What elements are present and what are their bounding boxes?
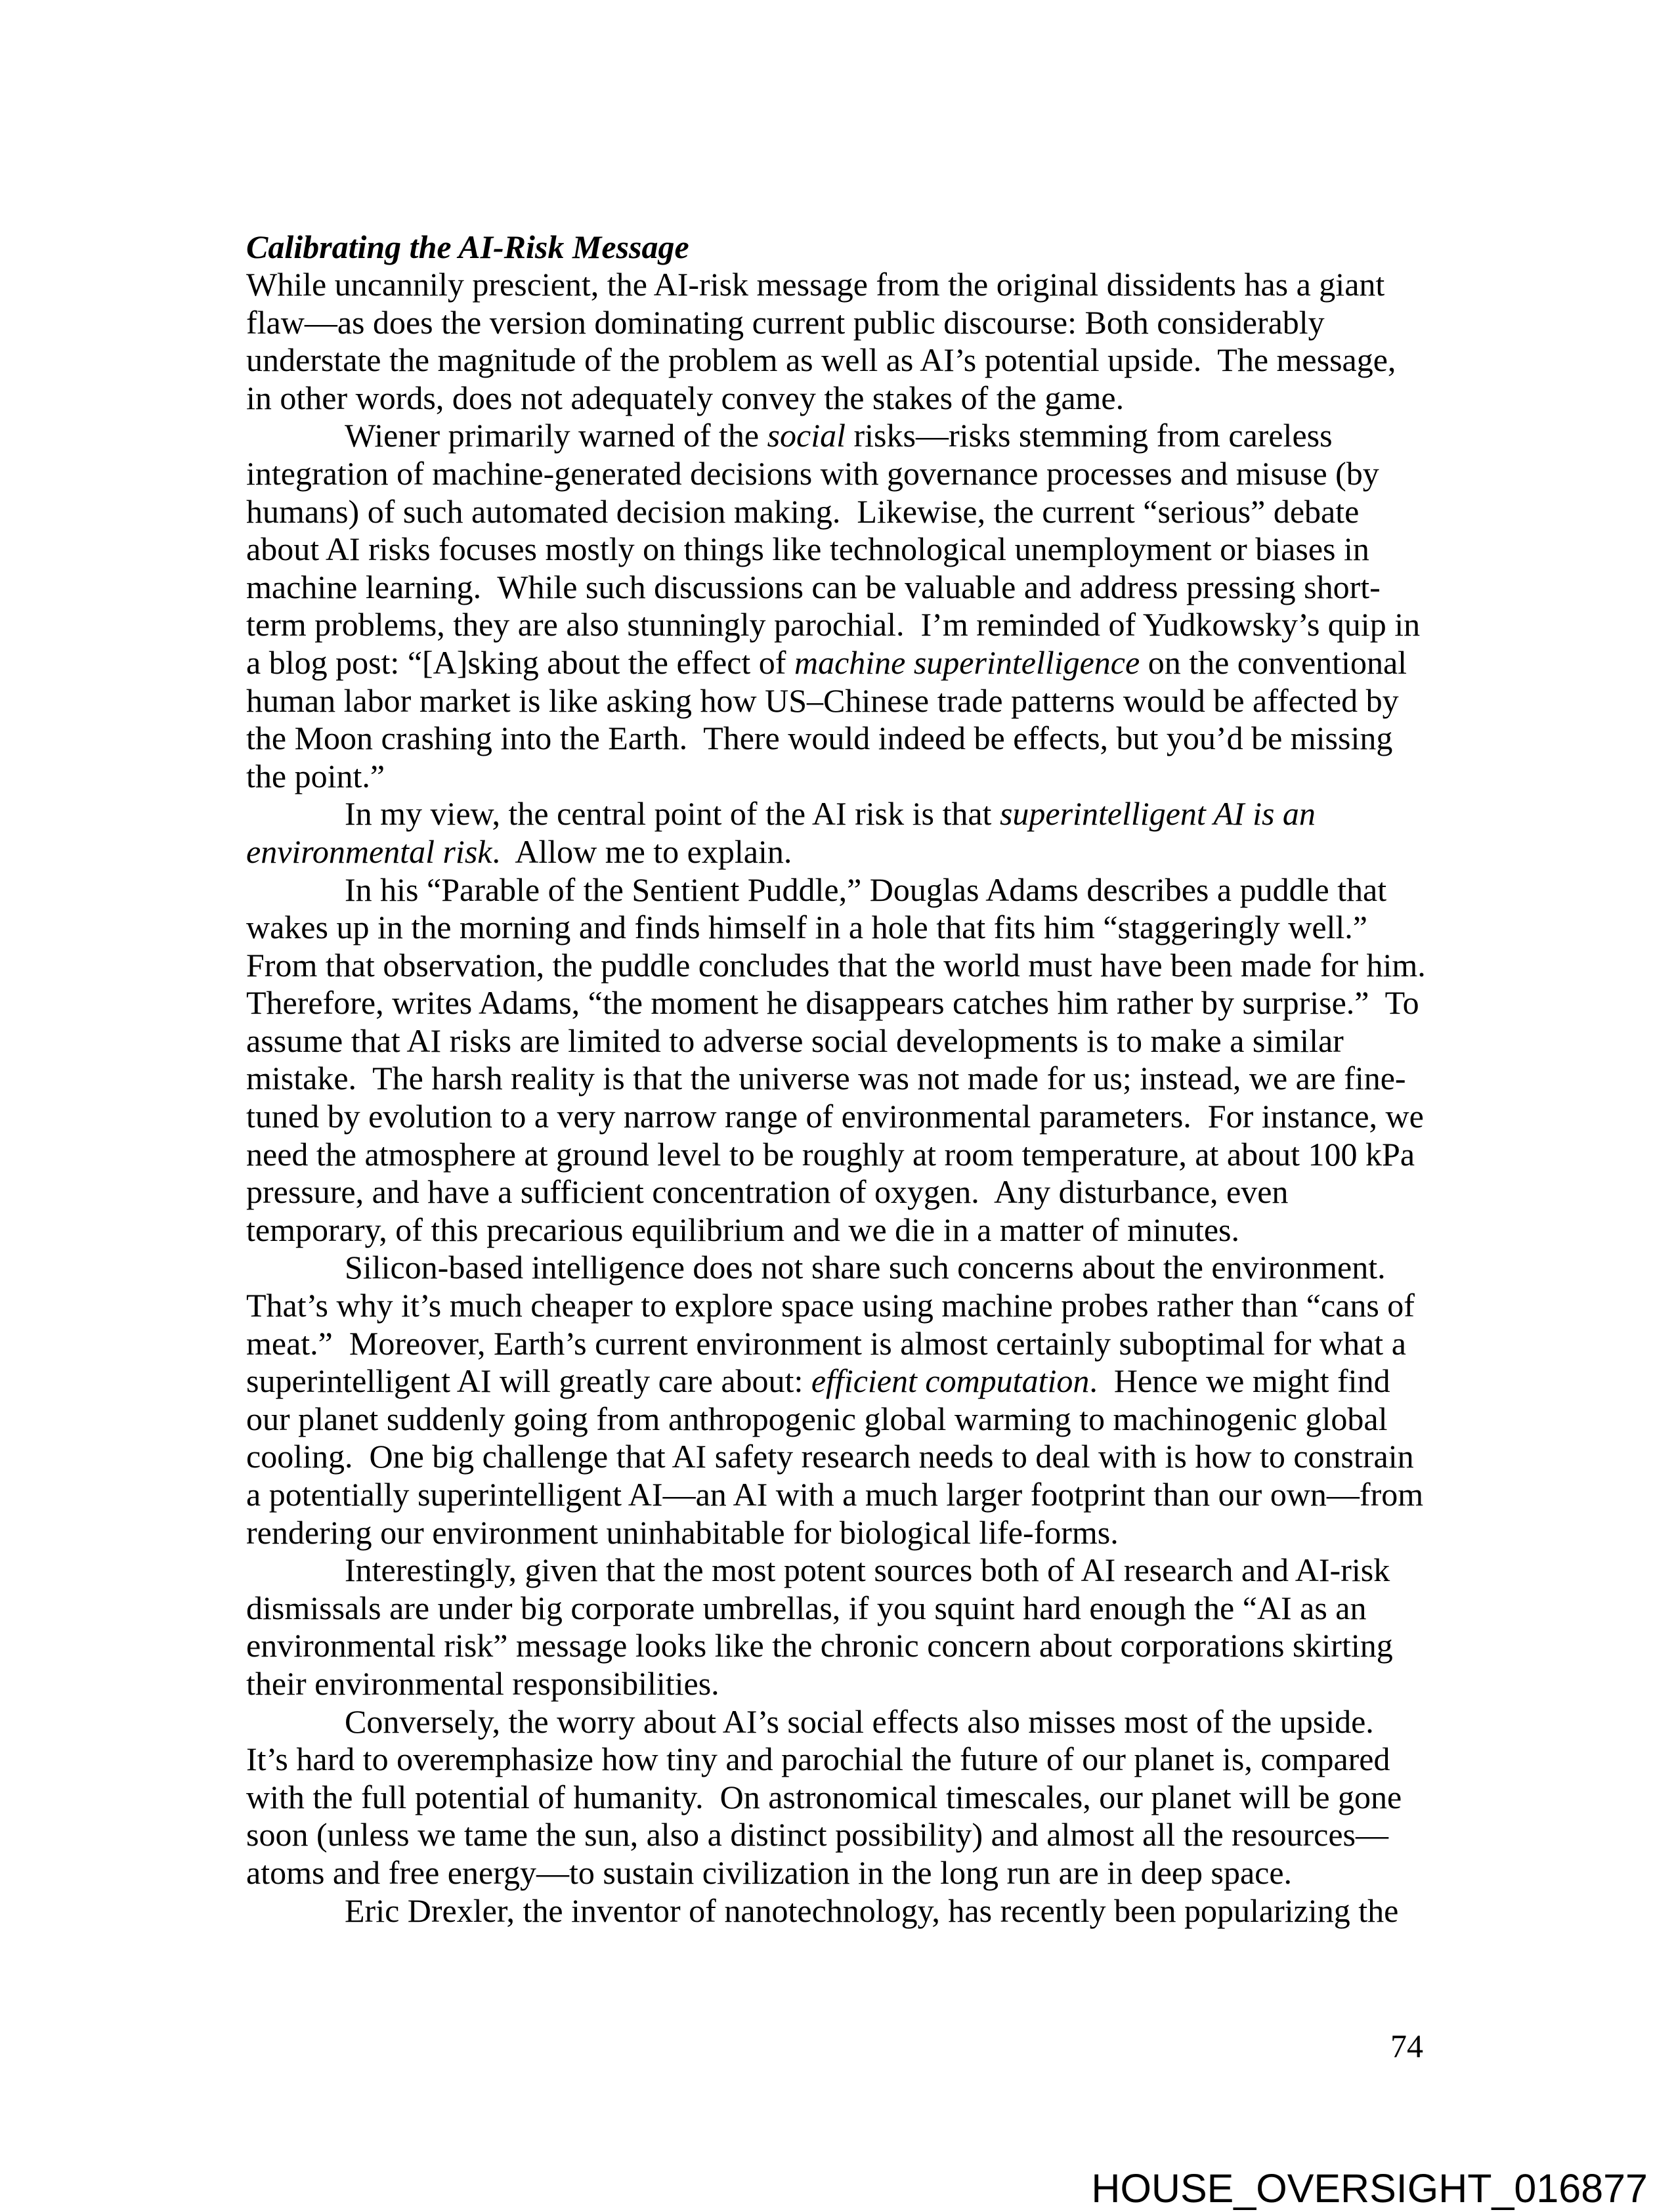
text-segment: the point.” <box>246 757 385 794</box>
text-line <box>246 1854 1467 1892</box>
text-segment: In my view, the central point of the AI risk is that <box>345 795 1000 833</box>
text-segment: Eric Drexler, the inventor of nanotechnology, has recently been popularizing the <box>345 1892 1399 1929</box>
text-line <box>246 1400 1467 1439</box>
text-line <box>246 531 1467 569</box>
text-line <box>246 606 1467 644</box>
text-segment: From that observation, the puddle concludes that the world must have been made for him. <box>246 946 1426 984</box>
text-line <box>246 455 1467 493</box>
text-line <box>246 947 1467 985</box>
text-segment: Silicon-based intelligence does not share such concerns about the environment. <box>345 1249 1386 1286</box>
text-segment: with the full potential of humanity. On astronomical timescales, our planet will be gone <box>246 1778 1402 1815</box>
text-line <box>246 984 1467 1022</box>
body-text <box>246 266 1467 1930</box>
page-number: 74 <box>1390 2028 1423 2064</box>
text-line <box>246 1892 1467 1930</box>
italic-text-segment: superintelligent AI is an <box>999 795 1316 833</box>
text-segment: While uncannily prescient, the AI-risk message from the original dissidents has a giant <box>246 266 1385 303</box>
text-line <box>246 1325 1467 1363</box>
text-line <box>246 1703 1467 1741</box>
text-segment: pressure, and have a sufficient concentration of oxygen. Any disturbance, even <box>246 1173 1289 1211</box>
text-line <box>246 341 1467 380</box>
italic-text-segment: machine superintelligence <box>794 643 1140 681</box>
text-segment: That’s why it’s much cheaper to explore space using machine probes rather than “cans of <box>246 1287 1415 1324</box>
text-line <box>246 833 1467 871</box>
text-segment: a potentially superintelligent AI—an AI with a much larger footprint than our own—from <box>246 1476 1424 1513</box>
text-line <box>246 1098 1467 1136</box>
text-line <box>246 1211 1467 1249</box>
text-line <box>246 1438 1467 1476</box>
text-segment: human labor market is like asking how US–Chinese trade patterns would be affected by <box>246 682 1399 719</box>
italic-text-segment: efficient computation <box>811 1362 1090 1400</box>
text-line <box>246 1816 1467 1854</box>
text-line <box>246 1779 1467 1817</box>
text-line <box>246 644 1467 682</box>
text-segment: a blog post: “[A]sking about the effect of <box>246 643 794 681</box>
text-line <box>246 1173 1467 1211</box>
text-segment: rendering our environment uninhabitable for biological life-forms. <box>246 1513 1119 1551</box>
bates-stamp: HOUSE_OVERSIGHT_016877 <box>1091 2166 1648 2211</box>
italic-text-segment: social <box>767 417 846 454</box>
text-segment: Therefore, writes Adams, “the moment he disappears catches him rather by surprise.” To <box>246 984 1419 1022</box>
text-line <box>246 1551 1467 1590</box>
text-line <box>246 1627 1467 1665</box>
text-segment: mistake. The harsh reality is that the universe was not made for us; instead, we are fine- <box>246 1060 1406 1097</box>
text-segment: meat.” Moreover, Earth’s current environment is almost certainly suboptimal for what a <box>246 1324 1406 1362</box>
text-segment: In his “Parable of the Sentient Puddle,” Douglas Adams describes a puddle that <box>345 871 1387 908</box>
text-segment: superintelligent AI will greatly care about: <box>246 1362 811 1400</box>
text-segment: understate the magnitude of the problem as well as AI’s potential upside. The message, <box>246 341 1396 379</box>
text-line <box>246 1060 1467 1098</box>
text-line <box>246 1136 1467 1174</box>
text-line <box>246 720 1467 758</box>
text-segment: on the conventional <box>1140 643 1407 681</box>
text-segment: tuned by evolution to a very narrow range of environmental parameters. For instance, we <box>246 1098 1424 1135</box>
text-segment: integration of machine-generated decisions with governance processes and misuse (by <box>246 454 1379 492</box>
text-line <box>246 871 1467 909</box>
text-line <box>246 1022 1467 1060</box>
text-line <box>246 304 1467 342</box>
text-segment: Interestingly, given that the most potent sources both of AI research and AI-risk <box>345 1551 1390 1589</box>
text-segment: flaw—as does the version dominating current public discourse: Both considerably <box>246 303 1325 341</box>
text-segment: cooling. One big challenge that AI safety research needs to deal with is how to constrain <box>246 1438 1414 1475</box>
text-segment: about AI risks focuses mostly on things like technological unemployment or biases in <box>246 531 1369 568</box>
text-line <box>246 380 1467 418</box>
text-segment: their environmental responsibilities. <box>246 1664 719 1702</box>
text-line <box>246 909 1467 947</box>
text-segment: the Moon crashing into the Earth. There would indeed be effects, but you’d be missing <box>246 720 1393 757</box>
text-segment: our planet suddenly going from anthropogenic global warming to machinogenic global <box>246 1400 1388 1437</box>
section-heading: Calibrating the AI-Risk Message <box>246 228 689 265</box>
text-line <box>246 1665 1467 1703</box>
text-line <box>246 795 1467 833</box>
text-line <box>246 1590 1467 1628</box>
text-line <box>246 1249 1467 1287</box>
text-line <box>246 1741 1467 1779</box>
text-segment: temporary, of this precarious equilibrium and we die in a matter of minutes. <box>246 1211 1239 1248</box>
text-segment: humans) of such automated decision making. Likewise, the current “serious” debate <box>246 492 1360 530</box>
text-segment: need the atmosphere at ground level to be roughly at room temperature, at about 100 kPa <box>246 1135 1415 1173</box>
text-line <box>246 1287 1467 1325</box>
text-segment: Conversely, the worry about AI’s social effects also misses most of the upside. <box>345 1702 1374 1740</box>
text-segment: atoms and free energy—to sustain civilization in the long run are in deep space. <box>246 1854 1293 1891</box>
text-segment: . Allow me to explain. <box>492 833 792 870</box>
text-line <box>246 1476 1467 1514</box>
text-line <box>246 1514 1467 1552</box>
text-line <box>246 569 1467 607</box>
text-line <box>246 758 1467 796</box>
text-segment: machine learning. While such discussions can be valuable and address pressing short- <box>246 568 1381 605</box>
text-segment: wakes up in the morning and finds himself in a hole that fits him “staggeringly well.” <box>246 909 1367 946</box>
italic-text-segment: environmental risk <box>246 833 492 870</box>
text-segment: . Hence we might find <box>1089 1362 1390 1400</box>
text-line <box>246 493 1467 531</box>
text-line <box>246 1362 1467 1400</box>
text-line <box>246 417 1467 455</box>
text-segment: It’s hard to overemphasize how tiny and parochial the future of our planet is, compared <box>246 1741 1390 1778</box>
text-line <box>246 682 1467 720</box>
text-segment: in other words, does not adequately convey the stakes of the game. <box>246 379 1125 416</box>
text-segment: term problems, they are also stunningly parochial. I’m reminded of Yudkowsky’s quip in <box>246 606 1421 643</box>
text-line <box>246 266 1467 304</box>
text-segment: risks—risks stemming from careless <box>846 417 1333 454</box>
text-segment: soon (unless we tame the sun, also a distinct possibility) and almost all the resources— <box>246 1816 1388 1854</box>
text-segment: Wiener primarily warned of the <box>345 417 767 454</box>
text-segment: dismissals are under big corporate umbrellas, if you squint hard enough the “AI as an <box>246 1589 1367 1626</box>
text-segment: environmental risk” message looks like the chronic concern about corporations skirting <box>246 1627 1393 1664</box>
text-segment: assume that AI risks are limited to adverse social developments is to make a similar <box>246 1022 1344 1059</box>
